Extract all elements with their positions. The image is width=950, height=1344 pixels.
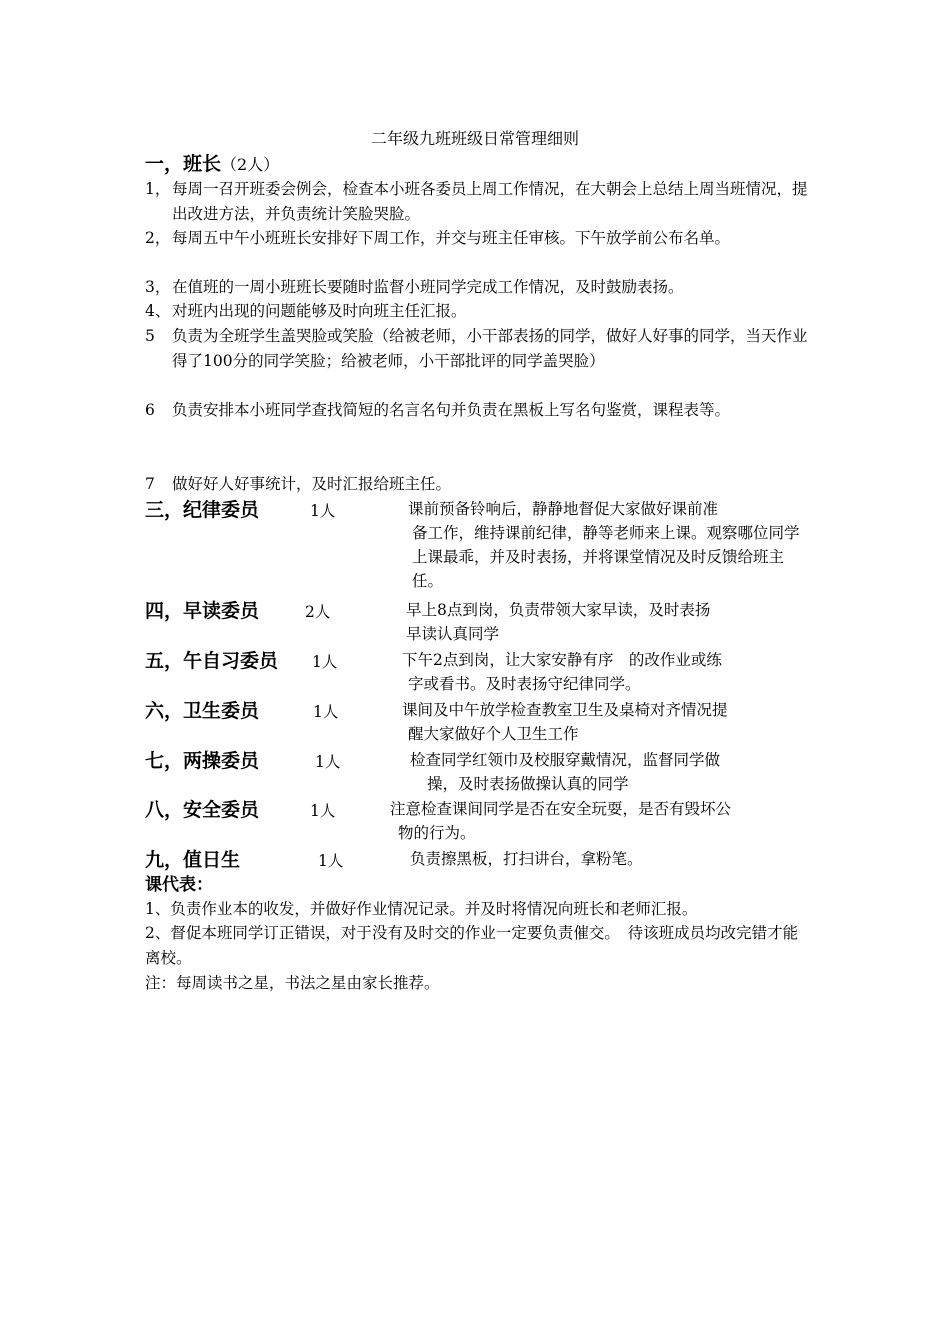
role-count: 1人 xyxy=(318,852,344,870)
role-name: 九，值日生 xyxy=(145,849,241,871)
role-description xyxy=(410,847,810,871)
role-description-line1: 课前预备铃响后，静静地督促大家做好课前准 xyxy=(408,500,719,518)
course-rep-item-1: 1、负责作业本的收发，并做好作业情况记录。并及时将情况向班长和老师汇报。 xyxy=(145,900,698,918)
role-description xyxy=(390,797,810,845)
role-count: 1人 xyxy=(315,753,341,771)
role-description xyxy=(402,698,810,746)
duty-text: 做好好人好事统计，及时汇报给班主任。 xyxy=(172,475,452,493)
role-description-rest: 操，及时表扬做操认真的同学 xyxy=(427,775,629,793)
role-discipline xyxy=(145,497,810,597)
role-count: 1人 xyxy=(310,502,336,520)
monitor-duty-1 xyxy=(145,177,810,227)
role-name: 四，早读委员 xyxy=(145,600,260,622)
role-name: 七，两操委员 xyxy=(145,750,260,772)
role-description-rest: 早读认真同学 xyxy=(406,625,500,643)
role-name: 三，纪律委员 xyxy=(145,499,260,521)
role-description xyxy=(406,598,810,646)
role-description-line1: 检查同学红领巾及校服穿戴情况，监督同学做 xyxy=(410,751,721,769)
role-description xyxy=(410,748,810,796)
duty-text: 每周一召开班委会例会，检查本小班各委员上周工作情况，在大朝会上总结上周当班情况，提出改进方法，并负责统计笑脸哭脸。 xyxy=(172,180,808,223)
monitor-duty-6 xyxy=(145,398,810,423)
monitor-duty-7 xyxy=(145,472,810,497)
role-count: 1人 xyxy=(312,653,338,671)
note: 注：每周读书之星，书法之星由家长推荐。 xyxy=(145,974,440,992)
role-description-line1: 负责擦黑板，打扫讲台，拿粉笔。 xyxy=(410,850,643,868)
role-afternoon-study xyxy=(145,648,810,698)
role-description-rest: 备工作，维持课前纪律，静等老师来上课。观察哪位同学上课最乖，并及时表扬，并将课堂情况及时反馈给班主任。 xyxy=(412,524,800,590)
duty-text: 负责为全班学生盖哭脸或笑脸（给被老师，小干部表扬的同学，做好人好事的同学，当天作业得了100分的同学笑脸；给被老师，小干部批评的同学盖哭脸） xyxy=(172,327,808,370)
duty-number: 6 xyxy=(145,401,155,419)
role-safety xyxy=(145,797,810,847)
role-name: 五，午自习委员 xyxy=(145,650,279,672)
duty-number: 2， xyxy=(145,229,171,247)
duty-number: 5 xyxy=(145,327,155,345)
role-description-rest: 醒大家做好个人卫生工作 xyxy=(408,725,579,743)
course-rep-item-2: 2、督促本班同学订正错误，对于没有及时交的作业一定要负责催交。 待该班成员均改完错才能离校。 xyxy=(145,924,799,967)
duty-number: 7 xyxy=(145,475,155,493)
duty-text: 负责安排本小班同学查找简短的名言名句并负责在黑板上写名句鉴赏，课程表等。 xyxy=(172,401,731,419)
duty-text: 每周五中午小班班长安排好下周工作，并交与班主任审核。下午放学前公布名单。 xyxy=(172,229,731,247)
course-rep-heading: 课代表： xyxy=(145,875,213,895)
monitor-duty-3 xyxy=(145,275,810,300)
monitor-duty-4 xyxy=(145,299,810,324)
role-name: 八，安全委员 xyxy=(145,799,260,821)
role-exercises xyxy=(145,748,810,798)
role-count: 1人 xyxy=(310,802,336,820)
monitor-duty-5 xyxy=(145,324,810,374)
role-description-rest: 字或看书。及时表扬守纪律同学。 xyxy=(408,675,641,693)
duty-number: 3， xyxy=(145,278,171,296)
monitor-duty-2 xyxy=(145,226,810,251)
duty-number: 4、 xyxy=(145,302,171,320)
monitor-heading-text: 一，班长 xyxy=(145,153,222,175)
role-description-rest: 物的行为。 xyxy=(398,824,476,842)
duty-number: 1， xyxy=(145,180,171,198)
role-name: 六，卫生委员 xyxy=(145,700,260,722)
role-count: 1人 xyxy=(313,703,339,721)
role-morning-reading xyxy=(145,598,810,648)
role-duty-student xyxy=(145,847,810,875)
role-description xyxy=(402,648,810,696)
role-count: 2人 xyxy=(305,603,331,621)
role-description-line1: 早上8点到岗，负责带领大家早读，及时表扬 xyxy=(406,601,711,619)
role-description-line1: 注意检查课间同学是否在安全玩耍，是否有毁坏公 xyxy=(390,800,732,818)
role-description-line1: 下午2点到岗，让大家安静有序 的改作业或练 xyxy=(402,651,722,669)
page-title: 二年级九班班级日常管理细则 xyxy=(370,129,579,148)
monitor-heading xyxy=(145,151,279,178)
duty-text: 对班内出现的问题能够及时向班主任汇报。 xyxy=(172,302,467,320)
role-hygiene xyxy=(145,698,810,748)
monitor-count: （2人） xyxy=(221,155,280,174)
duty-text: 在值班的一周小班班长要随时监督小班同学完成工作情况，及时鼓励表扬。 xyxy=(172,278,684,296)
role-description xyxy=(408,497,810,593)
role-description-line1: 课间及中午放学检查教室卫生及桌椅对齐情况提 xyxy=(402,701,728,719)
